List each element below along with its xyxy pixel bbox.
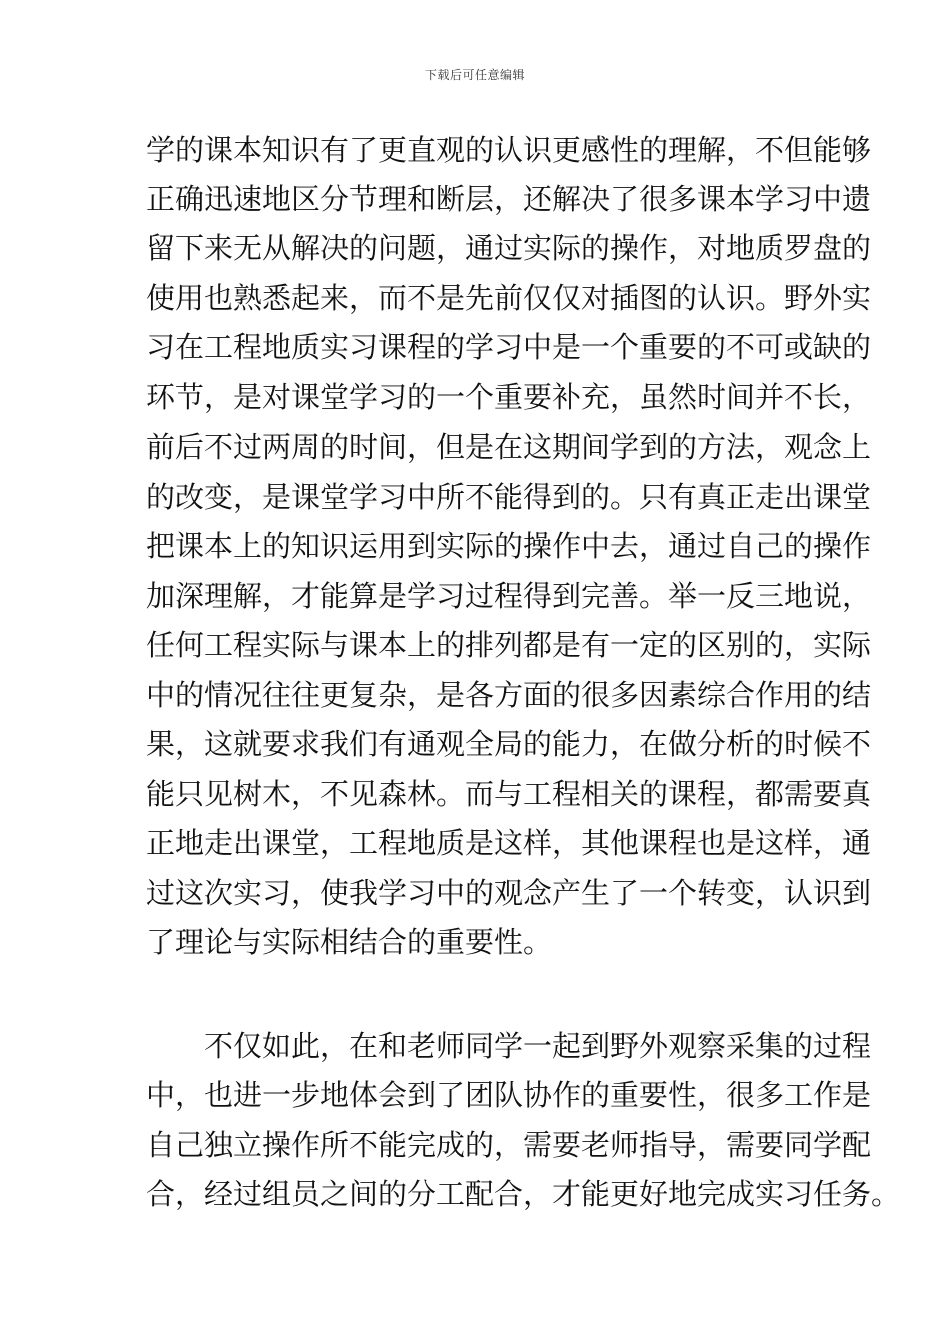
text-line: 能只见树木，不见森林。而与工程相关的课程，都需要真 [146, 777, 872, 811]
text-line: 环节，是对课堂学习的一个重要补充，虽然时间并不长， [146, 380, 872, 414]
page-header: 下载后可任意编辑 [424, 68, 525, 82]
text-line: 习在工程地质实习课程的学习中是一个重要的不可或缺的 [146, 330, 872, 364]
text-line: 留下来无从解决的问题，通过实际的操作，对地质罗盘的 [146, 231, 872, 265]
text-line: 前后不过两周的时间，但是在这期间学到的方法，观念上 [146, 430, 872, 464]
text-line: 的改变，是课堂学习中所不能得到的。只有真正走出课堂 [146, 480, 872, 514]
text-line: 不仅如此，在和老师同学一起到野外观察采集的过程 [146, 1029, 872, 1063]
text-line: 自己独立操作所不能完成的，需要老师指导，需要同学配 [146, 1128, 872, 1162]
text-line: 任何工程实际与课本上的排列都是有一定的区别的，实际 [146, 628, 872, 662]
text-line: 正确迅速地区分节理和断层，还解决了很多课本学习中遗 [146, 182, 872, 216]
text-line: 合，经过组员之间的分工配合，才能更好地完成实习任务。 [146, 1177, 901, 1211]
text-line: 了理论与实际相结合的重要性。 [146, 925, 553, 959]
text-line: 把课本上的知识运用到实际的操作中去，通过自己的操作 [146, 529, 872, 563]
text-line: 中的情况往往更复杂，是各方面的很多因素综合作用的结 [146, 678, 872, 712]
text-line: 过这次实习，使我学习中的观念产生了一个转变，认识到 [146, 876, 872, 910]
text-line: 正地走出课堂，工程地质是这样，其他课程也是这样，通 [146, 826, 872, 860]
text-line: 使用也熟悉起来，而不是先前仅仅对插图的认识。野外实 [146, 281, 872, 315]
text-line: 学的课本知识有了更直观的认识更感性的理解，不但能够 [146, 133, 872, 167]
text-line: 加深理解，才能算是学习过程得到完善。举一反三地说， [146, 579, 872, 613]
text-line: 果，这就要求我们有通观全局的能力，在做分析的时候不 [146, 727, 872, 761]
text-line: 中，也进一步地体会到了团队协作的重要性，很多工作是 [146, 1078, 872, 1112]
